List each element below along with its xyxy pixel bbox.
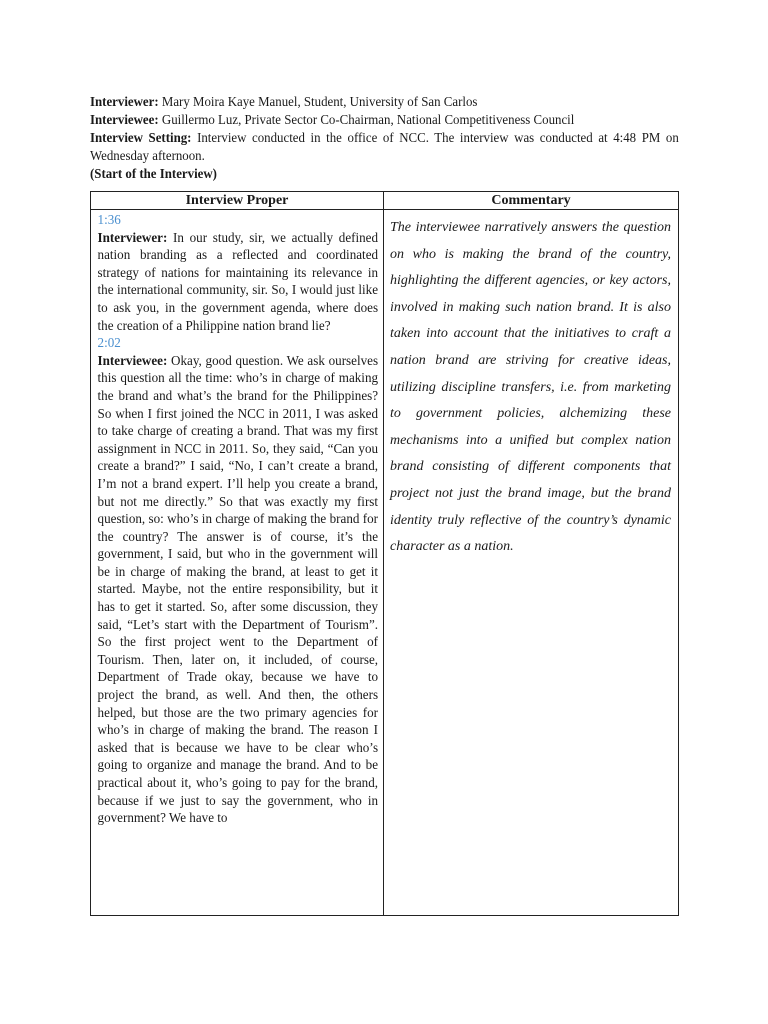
interview-transcript bbox=[91, 210, 378, 828]
interviewee-line bbox=[90, 112, 631, 130]
setting-value: Interview conducted in the office of NCC. The interview was conducted at 4:48 PM on Wednesday afternoon. bbox=[90, 131, 679, 164]
table-header-row bbox=[91, 192, 679, 210]
timestamp: 2:02 bbox=[97, 336, 121, 352]
column-header-commentary: Commentary bbox=[384, 192, 679, 210]
interviewee-label: Interviewee: bbox=[90, 113, 159, 128]
interview-table bbox=[90, 191, 679, 916]
speaker-label: Interviewer: bbox=[97, 230, 168, 246]
commentary-text: The interviewee narratively answers the question on who is making the brand of the country, highlighting the different agencies, or key actors, involved in making such nation brand. It is also taken into account that the initiatives to craft a nation brand are striving for creative ideas, utilizing discipline transfers, i.e. from marketing to government policies, alchemizing these mechanisms into a unified but complex nation brand consisting of different components that project not just the brand image, but the brand identity truly reflective of the country’s dynamic character as a nation. bbox=[390, 220, 671, 555]
table-row bbox=[91, 210, 679, 916]
column-header-interview-proper: Interview Proper bbox=[91, 192, 384, 210]
timestamp: 1:36 bbox=[97, 213, 121, 228]
setting-label: Interview Setting: bbox=[90, 131, 192, 146]
commentary-cell bbox=[384, 210, 679, 916]
interview-proper-cell bbox=[91, 210, 384, 916]
interviewer-value: Mary Moira Kaye Manuel, Student, University of San Carlos bbox=[158, 95, 478, 110]
speaker-text: In our study, sir, we actually defined nation branding as a reflected and coordinated strategy of nations for maintaining its relevance in the international community, sir. So, I would just like to ask you, in the government agenda, where does the creation of a Philippine nation brand lie? bbox=[97, 230, 379, 334]
start-marker: (Start of the Interview) bbox=[90, 167, 217, 182]
transcript-entry bbox=[98, 230, 379, 336]
interview-setting-line bbox=[90, 130, 679, 166]
transcript-entry bbox=[98, 353, 379, 828]
interviewer-line bbox=[90, 94, 631, 112]
interviewee-value: Guillermo Luz, Private Sector Co-Chairman, National Competitiveness Council bbox=[158, 113, 575, 128]
speaker-text: Okay, good question. We ask ourselves this question all the time: who’s in charge of making the brand and what’s the brand for the Philippines? So when I first joined the NCC in 2011, I was asked to take charge of creating a brand. That was my first assignment in NCC in 2011. So, they said, “Can you create a brand?” I said, “No, I can’t create a brand, I’m not a brand expert. I’ll help you create a brand, but not me directly.” So that was exactly my first question, so: who’s in charge of making the brand for the country? The answer is of course, it’s the government, I said, but who in the government will be in charge of making the brand, at least to get it started. Maybe, not the entire responsibility, but it has to get it started. So, after some discussion, they said, “Let’s start with the Department of Tourism”. So the first project went to the Department of Tourism. Then, later on, it included, of course, Department of Trade okay, because we have to project the brand, as well. And then, the others helped, but those are the two primary agencies for who’s in charge of making the brand. The reason I asked that is because we have to be clear who’s going to organize and manage the brand. And to be practical about it, who’s going to pay for the brand, because if we just to say the government, who in government? We have to bbox=[97, 353, 379, 827]
interview-header bbox=[90, 94, 679, 184]
interviewer-label: Interviewer: bbox=[90, 95, 159, 110]
speaker-label: Interviewee: bbox=[97, 353, 168, 369]
